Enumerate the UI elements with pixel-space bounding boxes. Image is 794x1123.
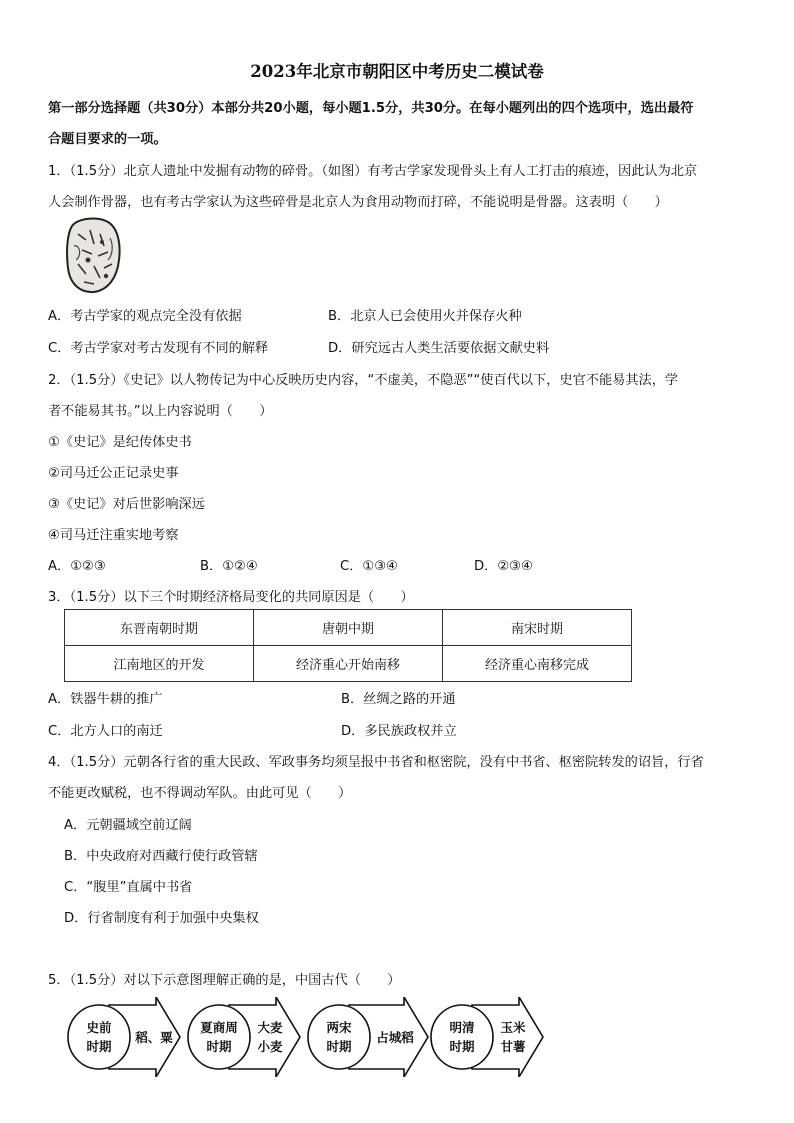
- q4-option-c[interactable]: C．“腹里”直属中书省: [64, 880, 193, 895]
- crop-label: 稻、粟: [135, 1030, 173, 1045]
- table-cell: 东晋南朝时期: [65, 610, 254, 646]
- page-title: 2023年北京市朝阳区中考历史二模试卷: [250, 62, 544, 81]
- q3-stem: 3．（1.5分）以下三个时期经济格局变化的共同原因是（ ）: [48, 590, 414, 605]
- crop-label: 甘薯: [500, 1039, 526, 1054]
- q4-option-d[interactable]: D．行省制度有利于加强中央集权: [64, 911, 259, 926]
- table-row: [65, 646, 632, 682]
- q2-item-1: ①《史记》是纪传体史书: [48, 435, 192, 450]
- q1-option-a[interactable]: A．考古学家的观点完全没有依据: [48, 309, 242, 324]
- q4-option-b[interactable]: B．中央政府对西藏行使行政管辖: [64, 849, 258, 864]
- bone-fragment-image: [64, 216, 122, 294]
- table-row: [65, 610, 632, 646]
- q5-stem: 5．（1.5分）对以下示意图理解正确的是，中国古代（ ）: [48, 973, 401, 988]
- q2-item-3: ③《史记》对后世影响深远: [48, 497, 205, 512]
- period-label: 时期: [206, 1039, 232, 1054]
- period-label: 两宋: [326, 1020, 352, 1035]
- q2-stem-line2: 者不能易其书。”以上内容说明（ ）: [48, 404, 273, 419]
- crop-label: 占城稻: [376, 1030, 414, 1045]
- period-label: 时期: [449, 1039, 475, 1054]
- section-header-line1: 第一部分选择题（共30分）本部分共20小题，每小题1.5分，共30分。在每小题列出的四个选项中，选出最符: [48, 101, 694, 116]
- table-cell: 南宋时期: [443, 610, 632, 646]
- period-label: 史前: [86, 1020, 112, 1035]
- q1-option-d[interactable]: D．研究远古人类生活要依据文献史料: [328, 341, 550, 356]
- q1-stem-line2: 人会制作骨器，也有考古学家认为这些碎骨是北京人为食用动物而打碎，不能说明是骨器。这表明（ ）: [48, 195, 668, 210]
- table-cell: 经济重心开始南移: [254, 646, 443, 682]
- table-cell: 唐朝中期: [254, 610, 443, 646]
- diagram-step-1: [68, 997, 180, 1077]
- q1-stem-line1: 1．（1.5分）北京人遗址中发掘有动物的碎骨。（如图）有考古学家发现骨头上有人工打击的痕迹，因此认为北京: [48, 164, 698, 179]
- q3-table: [64, 609, 632, 682]
- diagram-step-2: [188, 997, 300, 1077]
- q2-item-4: ④司马迁注重实地考察: [48, 528, 179, 543]
- period-label: 时期: [326, 1039, 352, 1054]
- diagram-step-3: [308, 997, 428, 1077]
- q3-option-b[interactable]: B．丝绸之路的开通: [341, 692, 456, 707]
- q2-option-d[interactable]: D．②③④: [474, 559, 533, 574]
- section-header-line2: 合题目要求的一项。: [48, 132, 167, 147]
- diagram-step-4: [431, 997, 543, 1077]
- q3-option-a[interactable]: A．铁器牛耕的推广: [48, 692, 163, 707]
- q1-option-b[interactable]: B．北京人已会使用火并保存火种: [328, 309, 522, 324]
- crop-label: 大麦: [257, 1020, 283, 1035]
- crop-label: 玉米: [500, 1020, 526, 1035]
- crop-timeline-diagram: [64, 997, 554, 1077]
- q1-option-c[interactable]: C．考古学家对考古发现有不同的解释: [48, 341, 269, 356]
- period-label: 时期: [86, 1039, 112, 1054]
- period-label: 明清: [449, 1020, 475, 1035]
- q2-option-c[interactable]: C．①③④: [340, 559, 398, 574]
- q2-stem-line1: 2．（1.5分）《史记》以人物传记为中心反映历史内容，“不虚美，不隐恶”“使百代以下，史官不能易其法，学: [48, 373, 679, 388]
- crop-label: 小麦: [257, 1039, 283, 1054]
- q4-stem-line2: 不能更改赋税，也不得调动军队。由此可见（ ）: [48, 786, 352, 801]
- q2-option-b[interactable]: B．①②④: [200, 559, 258, 574]
- q2-option-a[interactable]: A．①②③: [48, 559, 106, 574]
- q4-stem-line1: 4．（1.5分）元朝各行省的重大民政、军政事务均须呈报中书省和枢密院，没有中书省、枢密院转发的诏旨，行省: [48, 755, 704, 770]
- q4-option-a[interactable]: A．元朝疆域空前辽阔: [64, 818, 192, 833]
- q3-option-c[interactable]: C．北方人口的南迁: [48, 724, 163, 739]
- q3-option-d[interactable]: D．多民族政权并立: [341, 724, 457, 739]
- table-cell: 经济重心南移完成: [443, 646, 632, 682]
- table-cell: 江南地区的开发: [65, 646, 254, 682]
- q2-item-2: ②司马迁公正记录史事: [48, 466, 179, 481]
- period-label: 夏商周: [200, 1020, 238, 1035]
